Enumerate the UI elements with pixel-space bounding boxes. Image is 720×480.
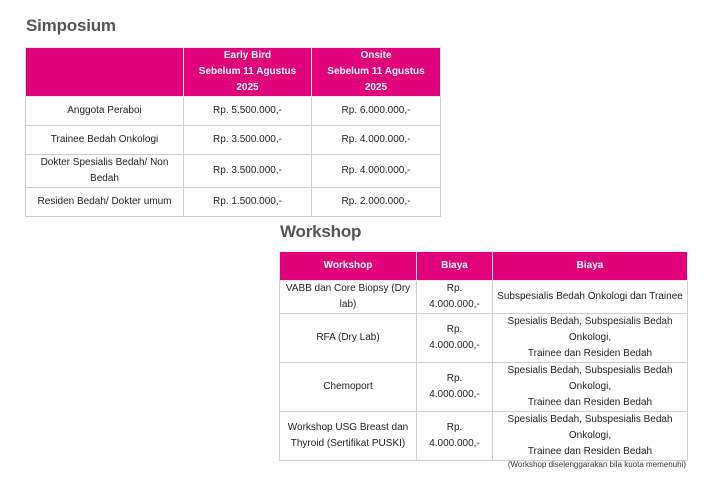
workshop-header-cost: Biaya [417, 252, 493, 281]
workshop-quota-note: (Workshop diselenggarakan bila kuota memenuhi) [507, 460, 686, 469]
category-cell: Dokter Spesialis Bedah/ Non Bedah [26, 155, 184, 188]
audience-line: Spesialis Bedah, Subspesialis Bedah Onkologi, [507, 365, 673, 392]
early-price-cell: Rp. 3.500.000,- [184, 155, 312, 188]
workshop-name-cell [280, 363, 417, 412]
onsite-price-cell: Rp. 2.000.000,- [312, 188, 441, 217]
workshop-cost-cell: Rp. 4.000.000,- [417, 281, 493, 314]
workshop-header-name: Workshop [280, 252, 417, 281]
table-row [26, 188, 441, 217]
onsite-price-cell: Rp. 4.000.000,- [312, 126, 441, 155]
onsite-price-cell: Rp. 4.000.000,- [312, 155, 441, 188]
audience-line: Subspesialis Bedah Onkologi dan Trainee [497, 291, 683, 302]
workshop-name-line: Chemoport [323, 381, 373, 392]
table-row [26, 155, 441, 188]
workshop-name-line: RFA (Dry Lab) [316, 332, 380, 343]
early-bird-deadline: Sebelum 11 Agustus 2025 [198, 66, 297, 93]
workshop-name-cell [280, 412, 417, 461]
simposium-price-table [25, 47, 441, 217]
audience-line: Spesialis Bedah, Subspesialis Bedah Onkologi, [507, 316, 673, 343]
simposium-header-onsite [312, 48, 441, 97]
simposium-header-category [26, 48, 184, 97]
audience-line: Spesialis Bedah, Subspesialis Bedah Onkologi, [507, 414, 673, 441]
workshop-name-line: Thyroid (Sertifikat PUSKI) [290, 438, 406, 449]
table-row [280, 412, 688, 461]
workshop-header-row [280, 252, 688, 281]
category-cell: Residen Bedah/ Dokter umum [26, 188, 184, 217]
workshop-audience-cell [493, 412, 688, 461]
workshop-heading: Workshop [280, 222, 362, 241]
workshop-name-line: Workshop USG Breast dan [287, 422, 409, 433]
onsite-deadline: Sebelum 11 Agustus 2025 [327, 66, 425, 93]
workshop-cost-cell: Rp. 4.000.000,- [417, 363, 493, 412]
workshop-name-cell [280, 314, 417, 363]
early-price-cell: Rp. 3.500.000,- [184, 126, 312, 155]
category-cell: Trainee Bedah Onkologi [26, 126, 184, 155]
table-row [280, 363, 688, 412]
workshop-cost-cell: Rp. 4.000.000,- [417, 314, 493, 363]
audience-line: Trainee dan Residen Bedah [527, 446, 653, 457]
onsite-price-cell: Rp. 6.000.000,- [312, 97, 441, 126]
early-price-cell: Rp. 1.500.000,- [184, 188, 312, 217]
table-row [280, 281, 688, 314]
table-row [26, 126, 441, 155]
workshop-audience-cell [493, 363, 688, 412]
table-row [26, 97, 441, 126]
workshop-name-line: VABB dan Core Biopsy (Dry lab) [285, 283, 411, 310]
workshop-header-audience: Biaya [493, 252, 688, 281]
category-cell: Anggota Peraboi [26, 97, 184, 126]
audience-line: Trainee dan Residen Bedah [527, 397, 653, 408]
early-bird-label: Early Bird [223, 50, 272, 61]
early-price-cell: Rp. 5.500.000,- [184, 97, 312, 126]
audience-line: Trainee dan Residen Bedah [527, 348, 653, 359]
simposium-header-row [26, 48, 441, 97]
workshop-audience-cell [493, 314, 688, 363]
workshop-audience-cell [493, 281, 688, 314]
workshop-cost-cell: Rp. 4.000.000,- [417, 412, 493, 461]
onsite-label: Onsite [360, 50, 392, 61]
table-row [280, 314, 688, 363]
workshop-price-table [279, 251, 688, 461]
simposium-heading: Simposium [26, 16, 116, 35]
simposium-header-early-bird [184, 48, 312, 97]
workshop-name-cell [280, 281, 417, 314]
